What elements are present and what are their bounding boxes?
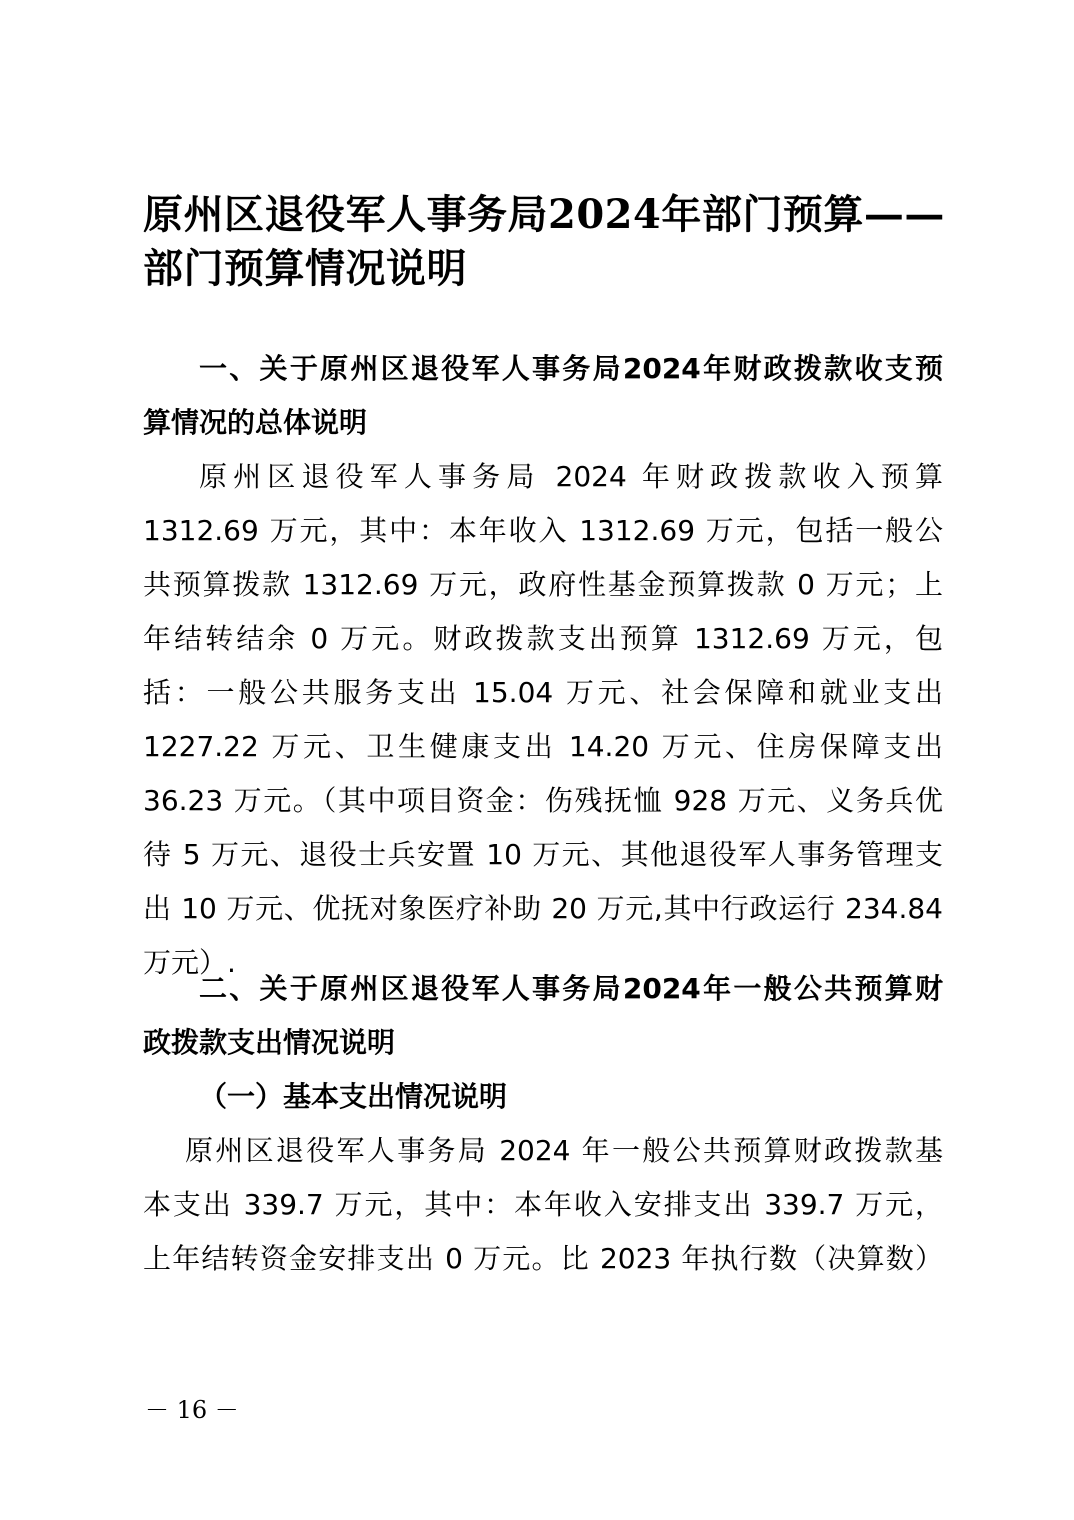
- paragraph-line: 共预算拨款 1312.69 万元，政府性基金预算拨款 0 万元；上: [143, 568, 943, 601]
- section-1-heading-line-2: 算情况的总体说明: [143, 406, 368, 439]
- document-title: [143, 188, 953, 296]
- paragraph-line: 36.23 万元。（其中项目资金：伤残抚恤 928 万元、义务兵优: [143, 784, 943, 817]
- paragraph-line: 括：一般公共服务支出 15.04 万元、社会保障和就业支出: [143, 676, 943, 709]
- title-line-2: 部门预算情况说明: [143, 245, 467, 292]
- paragraph-line: 本支出 339.7 万元，其中：本年收入安排支出 339.7 万元，: [143, 1188, 943, 1221]
- paragraph-line: 1227.22 万元、卫生健康支出 14.20 万元、住房保障支出: [143, 730, 943, 763]
- section-1-heading-line-1: 一、关于原州区退役军人事务局2024年财政拨款收支预: [199, 352, 943, 385]
- paragraph-line: 1312.69 万元，其中：本年收入 1312.69 万元，包括一般公: [143, 514, 943, 547]
- section-1-heading: [143, 342, 943, 450]
- section-2-heading: [143, 962, 943, 1070]
- paragraph-line: 年结转结余 0 万元。财政拨款支出预算 1312.69 万元，包: [143, 622, 943, 655]
- paragraph-line: 原州区退役军人事务局 2024 年一般公共预算财政拨款基: [185, 1134, 943, 1167]
- paragraph-line: 待 5 万元、退役士兵安置 10 万元、其他退役军人事务管理支: [143, 838, 943, 871]
- section-1-paragraph: [143, 450, 943, 990]
- paragraph-line: 万元）.: [143, 946, 236, 979]
- paragraph-line: 上年结转资金安排支出 0 万元。比 2023 年执行数（决算数）: [143, 1242, 943, 1275]
- section-2-paragraph: [143, 1124, 943, 1286]
- paragraph-line: 原州区退役军人事务局 2024 年财政拨款收入预算: [199, 460, 943, 493]
- section-2-subheading: （一）基本支出情况说明: [199, 1080, 508, 1113]
- paragraph-line: 出 10 万元、优抚对象医疗补助 20 万元,其中行政运行 234.84: [143, 892, 943, 925]
- page-number: － 16 －: [145, 1396, 239, 1424]
- title-line-1: 原州区退役军人事务局2024年部门预算——: [143, 191, 945, 238]
- section-2-heading-line-2: 政拨款支出情况说明: [143, 1026, 396, 1059]
- section-2-heading-line-1: 二、关于原州区退役军人事务局2024年一般公共预算财: [199, 972, 943, 1005]
